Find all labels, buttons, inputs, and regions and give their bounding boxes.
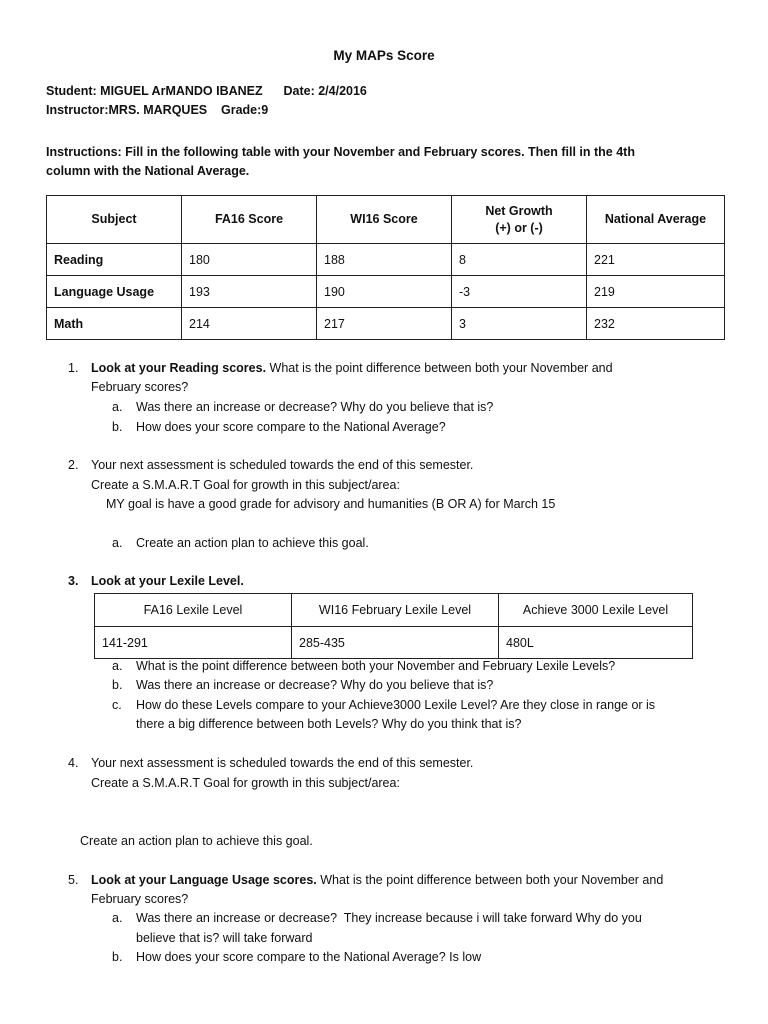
cell-subject: Math	[47, 308, 182, 340]
cell-fa16: 193	[182, 276, 317, 308]
header-subject: Subject	[47, 196, 182, 244]
header-fa16-score: FA16 Score	[182, 196, 317, 244]
q1a-text: Was there an increase or decrease? Why do you believe that is?	[136, 400, 494, 414]
q5b-label: b.	[112, 950, 123, 964]
q5a-text-line-1: Was there an increase or decrease? They increase because i will take forward Why do you	[136, 911, 642, 925]
q3b-label: b.	[112, 678, 123, 692]
q2-text-line-1: Your next assessment is scheduled towards the end of this semester.	[91, 458, 474, 472]
q1a-label: a.	[112, 400, 123, 414]
q3-number: 3.	[68, 574, 79, 588]
q1b-text: How does your score compare to the National Average?	[136, 420, 446, 434]
header-wi16-lexile: WI16 February Lexile Level	[292, 594, 499, 627]
header-wi16-score: WI16 Score	[317, 196, 452, 244]
cell-fa16: 180	[182, 244, 317, 276]
q1-text-line-1	[91, 359, 613, 378]
q5-rest: What is the point difference between both your November and	[316, 873, 664, 887]
cell-fa16: 214	[182, 308, 317, 340]
table-row	[47, 276, 725, 308]
header-net-growth	[452, 196, 587, 244]
student-info-line: Student: MIGUEL ArMANDO IBANEZ Date: 2/4/2016	[46, 84, 367, 98]
cell-wi16: 217	[317, 308, 452, 340]
q1b-label: b.	[112, 420, 123, 434]
q2a-text: Create an action plan to achieve this goal.	[136, 536, 369, 550]
q5-bold-lead: Look at your Language Usage scores.	[91, 873, 317, 887]
table-row	[47, 244, 725, 276]
q4-text-line-2: Create a S.M.A.R.T Goal for growth in this subject/area:	[91, 776, 400, 790]
header-net-growth-line1: Net Growth	[485, 203, 553, 218]
header-national-average: National Average	[587, 196, 725, 244]
score-table-header-row	[47, 196, 725, 244]
q3c-text-line-2: there a big difference between both Levels? Why do you think that is?	[136, 717, 522, 731]
q5-text-line-2: February scores?	[91, 892, 189, 906]
instructor-info-line: Instructor:MRS. MARQUES Grade:9	[46, 103, 269, 117]
q5a-label: a.	[112, 911, 123, 925]
cell-subject: Language Usage	[47, 276, 182, 308]
cell-subject: Reading	[47, 244, 182, 276]
cell-national-average: 232	[587, 308, 725, 340]
cell-wi16: 190	[317, 276, 452, 308]
cell-wi16: 188	[317, 244, 452, 276]
q3a-label: a.	[112, 659, 123, 673]
q2-text-line-2: Create a S.M.A.R.T Goal for growth in this subject/area:	[91, 478, 400, 492]
q3c-label: c.	[112, 698, 122, 712]
q2-answer: MY goal is have a good grade for advisory and humanities (B OR A) for March 15	[106, 497, 556, 511]
header-fa16-lexile: FA16 Lexile Level	[95, 594, 292, 627]
q1-number: 1.	[68, 361, 79, 375]
table-row	[47, 308, 725, 340]
lexile-table	[94, 593, 693, 659]
q1-bold-lead: Look at your Reading scores.	[91, 361, 267, 375]
lexile-table-header-row	[95, 594, 693, 627]
q1-text-line-2: February scores?	[91, 380, 189, 394]
q4-action-plan: Create an action plan to achieve this goal.	[80, 834, 313, 848]
q3c-text-line-1: How do these Levels compare to your Achieve3000 Lexile Level? Are they close in range or is	[136, 698, 656, 712]
q5-number: 5.	[68, 873, 79, 887]
q5a-text-line-2: believe that is? will take forward	[136, 931, 313, 945]
cell-national-average: 219	[587, 276, 725, 308]
cell-wi16-lexile: 285-435	[292, 627, 499, 659]
header-net-growth-line2: (+) or (-)	[495, 220, 543, 235]
score-table	[46, 195, 725, 340]
q3-bold-lead: Look at your Lexile Level.	[91, 574, 244, 588]
q2a-label: a.	[112, 536, 123, 550]
q4-text-line-1: Your next assessment is scheduled towards the end of this semester.	[91, 756, 474, 770]
page-title: My MAPs Score	[333, 48, 435, 63]
cell-net-growth: 8	[452, 244, 587, 276]
q2-number: 2.	[68, 458, 79, 472]
q5b-text: How does your score compare to the National Average? Is low	[136, 950, 482, 964]
instructions-line-2: column with the National Average.	[46, 164, 250, 178]
cell-net-growth: 3	[452, 308, 587, 340]
q5-text-line-1	[91, 871, 663, 890]
q3a-text: What is the point difference between both your November and February Lexile Levels?	[136, 659, 616, 673]
instructions-line-1: Instructions: Fill in the following table with your November and February scores. Then fill in the 4th	[46, 145, 635, 159]
table-row	[95, 627, 693, 659]
cell-net-growth: -3	[452, 276, 587, 308]
cell-national-average: 221	[587, 244, 725, 276]
q4-number: 4.	[68, 756, 79, 770]
q1-rest: What is the point difference between both your November and	[266, 361, 613, 375]
header-achieve3000-lexile: Achieve 3000 Lexile Level	[499, 594, 693, 627]
cell-fa16-lexile: 141-291	[95, 627, 292, 659]
q3b-text: Was there an increase or decrease? Why do you believe that is?	[136, 678, 494, 692]
cell-achieve3000-lexile: 480L	[499, 627, 693, 659]
